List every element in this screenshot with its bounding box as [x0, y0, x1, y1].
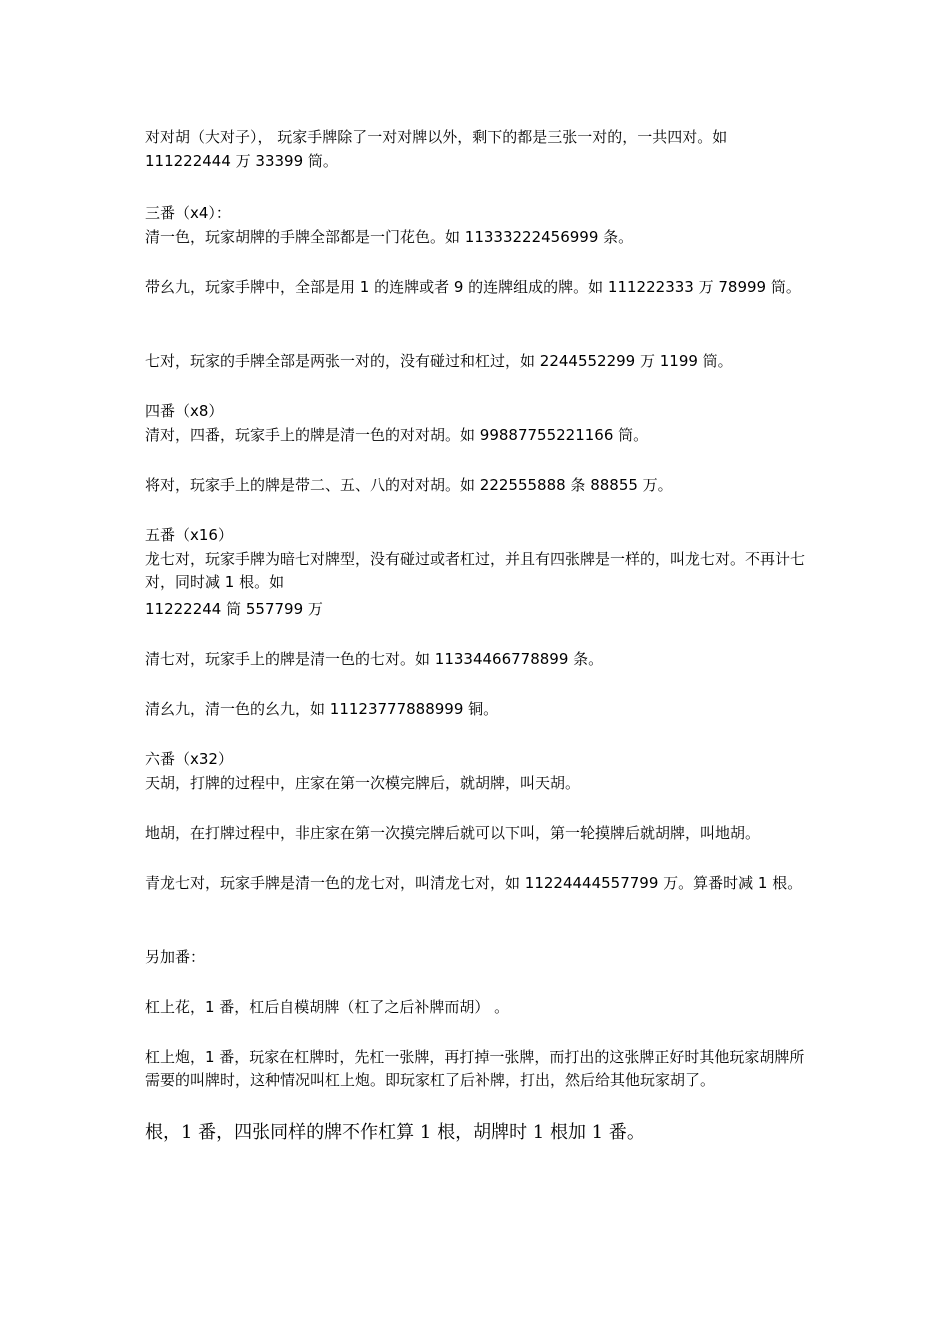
- text-line-qingdui: 清对，四番，玩家手上的牌是清一色的对对胡。如 99887755221166 筒。: [145, 426, 649, 444]
- text-line-longqidui: 龙七对，玩家手牌为暗七对牌型，没有碰过或者杠过，并且有四张牌是一样的，叫龙七对。不再计七对，同时减 1 根。如: [145, 550, 806, 591]
- text-line-dihu: 地胡，在打牌过程中，非庄家在第一次摸完牌后就可以下叫，第一轮摸牌后就胡牌，叫地胡。: [145, 824, 761, 842]
- text-line-qinglongqidui: 青龙七对，玩家手牌是清一色的龙七对，叫清龙七对，如 11224444557799 万。算番时减 1 根。: [145, 874, 803, 892]
- text-line-jiangdui: 将对，玩家手上的牌是带二、五、八的对对胡。如 222555888 条 88855 万。: [145, 476, 673, 494]
- text-line-gangshangpao: 杠上炮，1 番，玩家在杠牌时，先杠一张牌，再打掉一张牌，而打出的这张牌正好时其他玩家胡牌所需要的叫牌时，这种情况叫杠上炮。即玩家杠了后补牌，打出，然后给其他玩家胡了。: [145, 1048, 805, 1089]
- text-line-tianhu: 天胡，打牌的过程中，庄家在第一次模完牌后，就胡牌，叫天胡。: [145, 774, 581, 792]
- text-line-qingyaojiu: 清幺九，清一色的幺九，如 11123777888999 铜。: [145, 700, 499, 718]
- heading-four-fan: 四番（x8）: [145, 402, 224, 420]
- heading-five-fan: 五番（x16）: [145, 526, 233, 544]
- text-line-duiduihu-example: 111222444 万 33399 筒。: [145, 152, 338, 170]
- heading-extra-fan: 另加番：: [145, 948, 206, 966]
- text-line-gangshanghua: 杠上花，1 番，杠后自模胡牌（杠了之后补牌而胡） 。: [145, 998, 510, 1016]
- text-line-longqidui-example: 11222244 筒 557799 万: [145, 600, 323, 618]
- text-line-qingyise: 清一色，玩家胡牌的手牌全部都是一门花色。如 11333222456999 条。: [145, 228, 634, 246]
- text-line-daiyaojiu: 带幺九，玩家手牌中，全部是用 1 的连牌或者 9 的连牌组成的牌。如 111222333 万 78999 筒。: [145, 278, 801, 296]
- text-line-gen: 根，1 番，四张同样的牌不作杠算 1 根，胡牌时 1 根加 1 番。: [145, 1122, 645, 1143]
- text-line-qingqidui: 清七对，玩家手上的牌是清一色的七对。如 11334466778899 条。: [145, 650, 604, 668]
- heading-three-fan: 三番（x4）：: [145, 204, 231, 222]
- text-line-qidui: 七对，玩家的手牌全部是两张一对的，没有碰过和杠过，如 2244552299 万 1199 筒。: [145, 352, 733, 370]
- text-line-duiduihu: 对对胡（大对子）， 玩家手牌除了一对对牌以外，剩下的都是三张一对的，一共四对。如: [145, 128, 728, 146]
- heading-six-fan: 六番（x32）: [145, 750, 233, 768]
